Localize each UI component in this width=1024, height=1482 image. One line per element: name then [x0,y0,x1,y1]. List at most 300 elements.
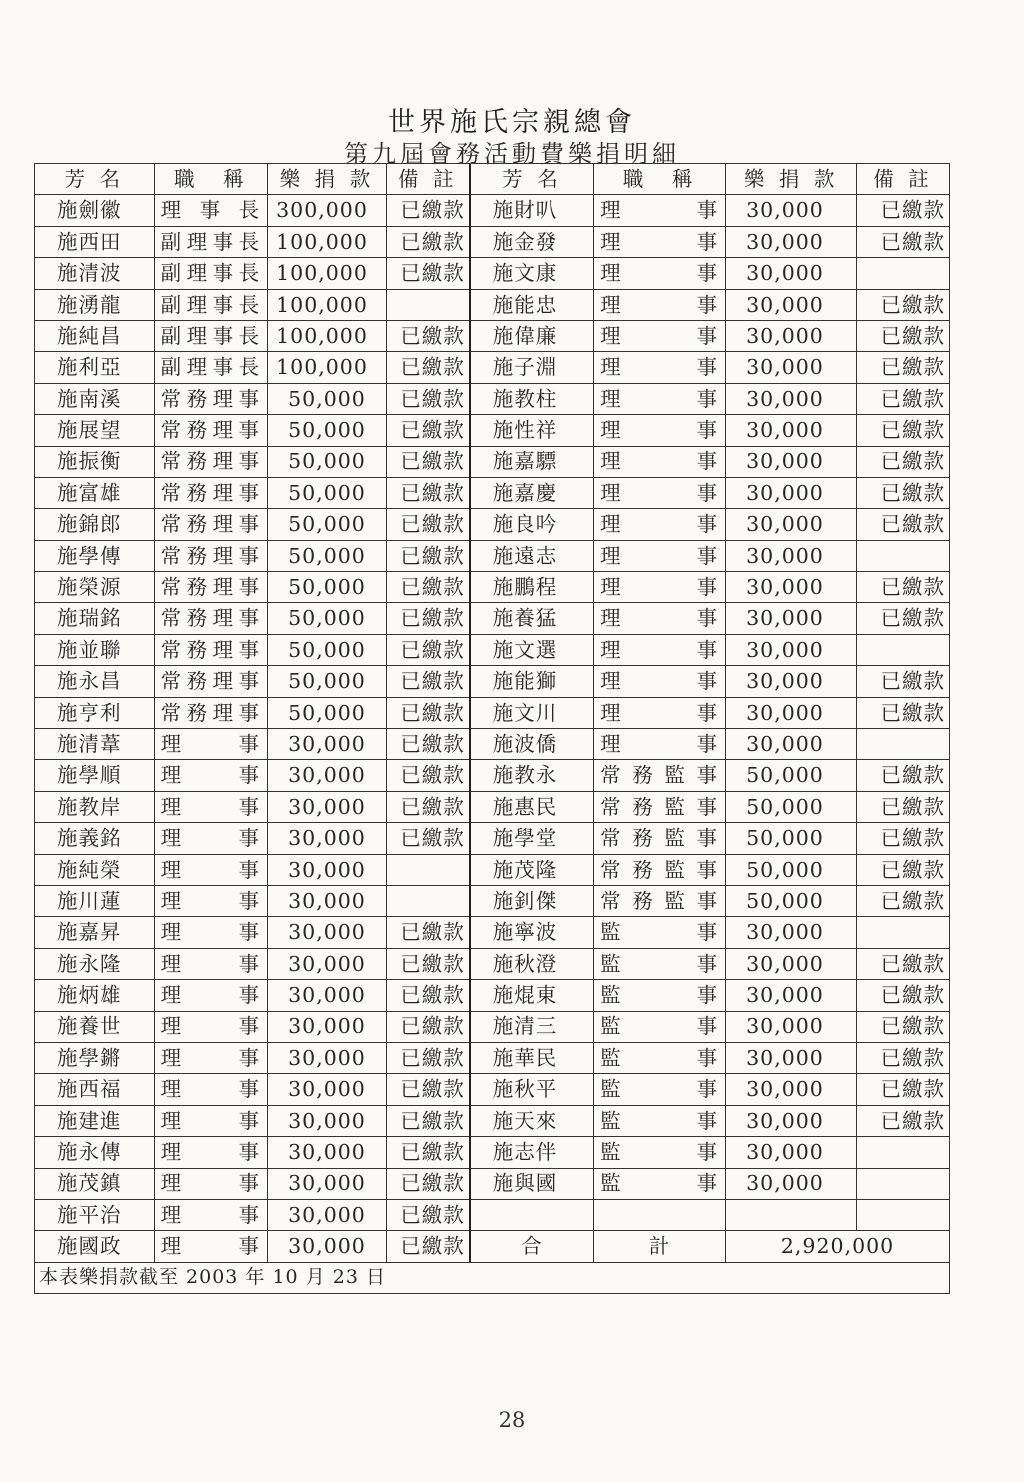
payment-note: 已繳款 [857,1074,950,1105]
payment-note: 已繳款 [857,352,950,383]
member-title: 理 事 [594,226,726,257]
member-name: 施焜東 [470,980,594,1011]
member-name: 施秋平 [470,1074,594,1105]
payment-note: 已繳款 [386,634,470,665]
member-title: 常務監事 [594,854,726,885]
payment-note [857,1168,950,1199]
payment-note: 已繳款 [386,666,470,697]
table-row [35,917,950,948]
donation-amount: 30,000 [726,1105,857,1136]
payment-note: 已繳款 [386,258,470,289]
member-name: 施永隆 [35,948,155,979]
member-name: 施華民 [470,1042,594,1073]
donation-amount: 30,000 [726,603,857,634]
payment-note [386,854,470,885]
member-name: 施嘉驃 [470,446,594,477]
donation-amount: 30,000 [726,666,857,697]
member-name: 施良吟 [470,509,594,540]
payment-note: 已繳款 [857,980,950,1011]
donation-amount: 30,000 [726,1137,857,1168]
payment-note: 已繳款 [386,477,470,508]
donation-amount: 30,000 [726,446,857,477]
donation-amount: 50,000 [268,603,387,634]
member-name: 施義銘 [35,823,155,854]
member-title: 理 事 [594,697,726,728]
donation-amount: 50,000 [726,760,857,791]
member-title: 理 事 [594,540,726,571]
donation-amount: 100,000 [268,320,387,351]
member-name: 施釗傑 [470,885,594,916]
payment-note: 已繳款 [857,760,950,791]
donation-amount: 100,000 [268,226,387,257]
donation-amount: 30,000 [268,1168,387,1199]
member-name: 施清三 [470,1011,594,1042]
payment-note: 已繳款 [857,572,950,603]
member-title: 常務理事 [154,572,267,603]
donation-amount: 30,000 [268,1074,387,1105]
member-name: 施金發 [470,226,594,257]
payment-note: 已繳款 [857,477,950,508]
donation-amount: 50,000 [268,697,387,728]
table-row [35,1105,950,1136]
member-name: 施清葦 [35,729,155,760]
donation-amount: 30,000 [726,320,857,351]
table-row [35,195,950,226]
payment-note: 已繳款 [386,1137,470,1168]
member-title: 監 事 [594,980,726,1011]
donation-amount: 50,000 [726,854,857,885]
donation-amount: 50,000 [268,509,387,540]
donation-amount: 30,000 [268,1137,387,1168]
payment-note: 已繳款 [857,289,950,320]
payment-note: 已繳款 [857,603,950,634]
payment-note [857,1199,950,1230]
member-name: 施財叭 [470,195,594,226]
member-title: 常務理事 [154,477,267,508]
member-name: 施瑞銘 [35,603,155,634]
donation-amount: 30,000 [268,917,387,948]
member-title: 理 事 [154,1199,267,1230]
payment-note: 已繳款 [386,415,470,446]
payment-note: 已繳款 [857,1105,950,1136]
payment-note: 已繳款 [857,697,950,728]
member-title: 理 事 [594,289,726,320]
member-title: 理 事 [154,1168,267,1199]
member-title: 監 事 [594,948,726,979]
member-name: 施炳雄 [35,980,155,1011]
table-row [35,258,950,289]
header-row [35,164,950,195]
donation-amount: 50,000 [268,572,387,603]
donation-amount: 30,000 [268,760,387,791]
member-name: 施茂隆 [470,854,594,885]
header-amount-1: 樂 捐 款 [268,164,387,195]
payment-note: 已繳款 [857,823,950,854]
member-name: 施富雄 [35,477,155,508]
total-label-2: 計 [594,1231,726,1262]
donation-amount: 50,000 [726,823,857,854]
table-row [35,1011,950,1042]
member-title: 監 事 [594,1011,726,1042]
donation-amount: 30,000 [726,289,857,320]
document-subtitle: 第九屆會務活動費樂捐明細 [344,140,680,168]
payment-note [857,917,950,948]
member-title [594,1199,726,1230]
donation-amount: 30,000 [268,791,387,822]
payment-note: 已繳款 [857,195,950,226]
member-name: 施純昌 [35,320,155,351]
member-title: 常務監事 [594,791,726,822]
donation-amount: 30,000 [726,948,857,979]
payment-note: 已繳款 [386,1168,470,1199]
payment-note: 已繳款 [386,540,470,571]
table-row [35,540,950,571]
donation-amount: 30,000 [268,1199,387,1230]
donation-amount: 30,000 [726,226,857,257]
payment-note: 已繳款 [857,948,950,979]
donation-amount: 30,000 [268,885,387,916]
payment-note: 已繳款 [386,697,470,728]
payment-note: 已繳款 [386,352,470,383]
table-row [35,1168,950,1199]
member-title: 理 事 [594,477,726,508]
member-title: 理 事 [594,320,726,351]
donation-amount: 30,000 [726,477,857,508]
member-name [470,1199,594,1230]
payment-note: 已繳款 [386,320,470,351]
member-title: 理 事 [154,1042,267,1073]
donation-amount: 30,000 [268,1042,387,1073]
member-title: 副理事長 [154,289,267,320]
donation-amount: 100,000 [268,352,387,383]
table-row [35,1074,950,1105]
member-title: 常務理事 [154,540,267,571]
member-name: 施純榮 [35,854,155,885]
member-name: 施教柱 [470,383,594,414]
table-row [35,948,950,979]
donation-amount: 30,000 [726,917,857,948]
payment-note [857,729,950,760]
member-title: 理 事 [154,1011,267,1042]
donation-amount: 50,000 [268,634,387,665]
donation-amount: 30,000 [726,1074,857,1105]
member-name: 施秋澄 [470,948,594,979]
payment-note [857,1137,950,1168]
header-title-1: 職 稱 [154,164,267,195]
member-title: 監 事 [594,1168,726,1199]
donation-amount: 50,000 [268,446,387,477]
member-name: 施永傳 [35,1137,155,1168]
donation-amount: 30,000 [726,258,857,289]
payment-note: 已繳款 [386,948,470,979]
document-title: 世界施氏宗親總會 [388,107,636,138]
footnote-row [35,1262,950,1293]
member-name: 施茂鎮 [35,1168,155,1199]
member-title: 理 事 [154,1231,267,1262]
payment-note: 已繳款 [386,729,470,760]
member-title: 理 事 [594,446,726,477]
member-title: 理 事 [154,1137,267,1168]
payment-note: 已繳款 [386,1231,470,1262]
member-title: 常務理事 [154,383,267,414]
payment-note [857,634,950,665]
member-name: 施文川 [470,697,594,728]
member-name: 施錦郎 [35,509,155,540]
table-row [35,509,950,540]
payment-note: 已繳款 [857,320,950,351]
payment-note: 已繳款 [857,509,950,540]
member-title: 副理事長 [154,258,267,289]
table-row [35,572,950,603]
table-row [35,446,950,477]
payment-note: 已繳款 [386,1074,470,1105]
table-row [35,477,950,508]
member-name: 施偉廉 [470,320,594,351]
member-title: 副理事長 [154,352,267,383]
member-name: 施文康 [470,258,594,289]
table-row [35,1042,950,1073]
payment-note: 已繳款 [857,885,950,916]
payment-note: 已繳款 [857,415,950,446]
member-name: 施惠民 [470,791,594,822]
member-title: 監 事 [594,1042,726,1073]
donation-amount: 50,000 [268,477,387,508]
payment-note: 已繳款 [857,446,950,477]
donation-amount: 30,000 [726,1042,857,1073]
donation-amount [726,1199,857,1230]
member-name: 施永昌 [35,666,155,697]
table-row [35,383,950,414]
payment-note: 已繳款 [386,603,470,634]
member-name: 施並聯 [35,634,155,665]
donation-amount: 30,000 [726,634,857,665]
donation-amount: 100,000 [268,289,387,320]
member-title: 理 事 [154,1105,267,1136]
member-title: 理 事 [594,415,726,446]
donation-amount: 30,000 [726,572,857,603]
member-title: 理 事 [154,885,267,916]
donation-amount: 30,000 [268,854,387,885]
payment-note: 已繳款 [386,823,470,854]
member-title: 理 事 [594,603,726,634]
donation-table [34,163,950,1294]
member-title: 常務理事 [154,666,267,697]
table-row [35,760,950,791]
donation-amount: 50,000 [268,666,387,697]
header-title-2: 職 稱 [594,164,726,195]
total-amount: 2,920,000 [726,1231,950,1262]
payment-note: 已繳款 [386,791,470,822]
payment-note [386,885,470,916]
member-title: 理 事 [594,383,726,414]
member-name: 施子淵 [470,352,594,383]
table-row [35,352,950,383]
member-name: 施天來 [470,1105,594,1136]
payment-note: 已繳款 [386,195,470,226]
member-title: 理 事 [594,572,726,603]
member-name: 施劍徽 [35,195,155,226]
payment-note: 已繳款 [857,791,950,822]
table-row [35,854,950,885]
member-title: 理 事 [154,948,267,979]
donation-amount: 30,000 [726,1168,857,1199]
member-name: 施西田 [35,226,155,257]
member-title: 理 事 [594,195,726,226]
table-row [35,697,950,728]
payment-note: 已繳款 [386,383,470,414]
page-number: 28 [498,1408,526,1432]
member-title: 理 事 [594,729,726,760]
payment-note: 已繳款 [386,1011,470,1042]
donation-amount: 30,000 [268,1105,387,1136]
member-title: 副理事長 [154,226,267,257]
member-name: 施遠志 [470,540,594,571]
member-name: 施湧龍 [35,289,155,320]
donation-amount: 30,000 [726,195,857,226]
table-row [35,1199,950,1230]
table-row [35,885,950,916]
payment-note: 已繳款 [386,1042,470,1073]
payment-note: 已繳款 [386,1105,470,1136]
member-title: 理 事 [154,917,267,948]
donation-amount: 30,000 [726,415,857,446]
donation-amount: 30,000 [268,823,387,854]
payment-note: 已繳款 [386,572,470,603]
member-title: 理 事 [594,634,726,665]
member-title: 監 事 [594,917,726,948]
member-title: 常務監事 [594,760,726,791]
member-title: 副理事長 [154,320,267,351]
table-row [35,634,950,665]
member-name: 施清波 [35,258,155,289]
member-title: 理 事 [154,729,267,760]
member-title: 理 事 長 [154,195,267,226]
table-row [35,415,950,446]
member-title: 理 事 [594,509,726,540]
donation-amount: 30,000 [726,383,857,414]
member-title: 理 事 [594,258,726,289]
payment-note: 已繳款 [386,980,470,1011]
member-title: 監 事 [594,1074,726,1105]
payment-note [857,540,950,571]
donation-amount: 100,000 [268,258,387,289]
member-name: 施能獅 [470,666,594,697]
donation-amount: 30,000 [268,948,387,979]
donation-amount: 50,000 [726,885,857,916]
member-name: 施南溪 [35,383,155,414]
table-body [35,164,950,1294]
donation-amount: 30,000 [726,729,857,760]
member-title: 常務理事 [154,634,267,665]
member-title: 理 事 [154,1074,267,1105]
payment-note: 已繳款 [386,226,470,257]
table-row [35,289,950,320]
member-name: 施國政 [35,1231,155,1262]
table-row [35,1137,950,1168]
payment-note: 已繳款 [386,917,470,948]
total-row [35,1231,950,1262]
member-name: 施養世 [35,1011,155,1042]
member-name: 施寧波 [470,917,594,948]
member-title: 常務監事 [594,823,726,854]
payment-note [386,289,470,320]
member-name: 施學傳 [35,540,155,571]
total-label-1: 合 [470,1231,594,1262]
donation-amount: 30,000 [726,352,857,383]
member-name: 施養猛 [470,603,594,634]
member-title: 理 事 [594,352,726,383]
payment-note: 已繳款 [857,666,950,697]
member-name: 施西福 [35,1074,155,1105]
table-row [35,226,950,257]
member-title: 常務理事 [154,446,267,477]
payment-note [857,258,950,289]
header-amount-2: 樂 捐 款 [726,164,857,195]
donation-amount: 300,000 [268,195,387,226]
member-name: 施平治 [35,1199,155,1230]
member-title: 常務理事 [154,603,267,634]
member-title: 理 事 [154,760,267,791]
header-name-1: 芳 名 [35,164,155,195]
donation-amount: 50,000 [268,415,387,446]
payment-note: 已繳款 [386,446,470,477]
payment-note: 已繳款 [857,1011,950,1042]
donation-amount: 30,000 [726,540,857,571]
header-note-1: 備 註 [386,164,470,195]
table-row [35,729,950,760]
member-name: 施學順 [35,760,155,791]
donation-amount: 30,000 [726,697,857,728]
member-title: 監 事 [594,1137,726,1168]
table-row [35,791,950,822]
member-name: 施與國 [470,1168,594,1199]
donation-amount: 30,000 [726,980,857,1011]
donation-amount: 50,000 [268,383,387,414]
donation-amount: 30,000 [268,980,387,1011]
header-name-2: 芳 名 [470,164,594,195]
table-row [35,666,950,697]
member-name: 施學鏘 [35,1042,155,1073]
member-name: 施文選 [470,634,594,665]
member-name: 施能忠 [470,289,594,320]
member-title: 監 事 [594,1105,726,1136]
member-name: 施性祥 [470,415,594,446]
member-title: 理 事 [154,980,267,1011]
payment-note: 已繳款 [857,854,950,885]
member-title: 常務監事 [594,885,726,916]
donation-amount: 50,000 [268,540,387,571]
member-name: 施利亞 [35,352,155,383]
payment-note: 已繳款 [857,383,950,414]
member-name: 施嘉慶 [470,477,594,508]
member-title: 常務理事 [154,697,267,728]
member-title: 理 事 [154,823,267,854]
table-row [35,823,950,854]
member-title: 常務理事 [154,509,267,540]
payment-note: 已繳款 [386,509,470,540]
payment-note: 已繳款 [857,226,950,257]
member-title: 理 事 [154,854,267,885]
donation-amount: 30,000 [726,1011,857,1042]
footnote: 本表樂捐款截至 2003 年 10 月 23 日 [35,1262,950,1293]
member-name: 施展望 [35,415,155,446]
donation-amount: 50,000 [726,791,857,822]
member-title: 理 事 [594,666,726,697]
donation-amount: 30,000 [268,1231,387,1262]
header-note-2: 備 註 [857,164,950,195]
member-name: 施教永 [470,760,594,791]
table-row [35,980,950,1011]
